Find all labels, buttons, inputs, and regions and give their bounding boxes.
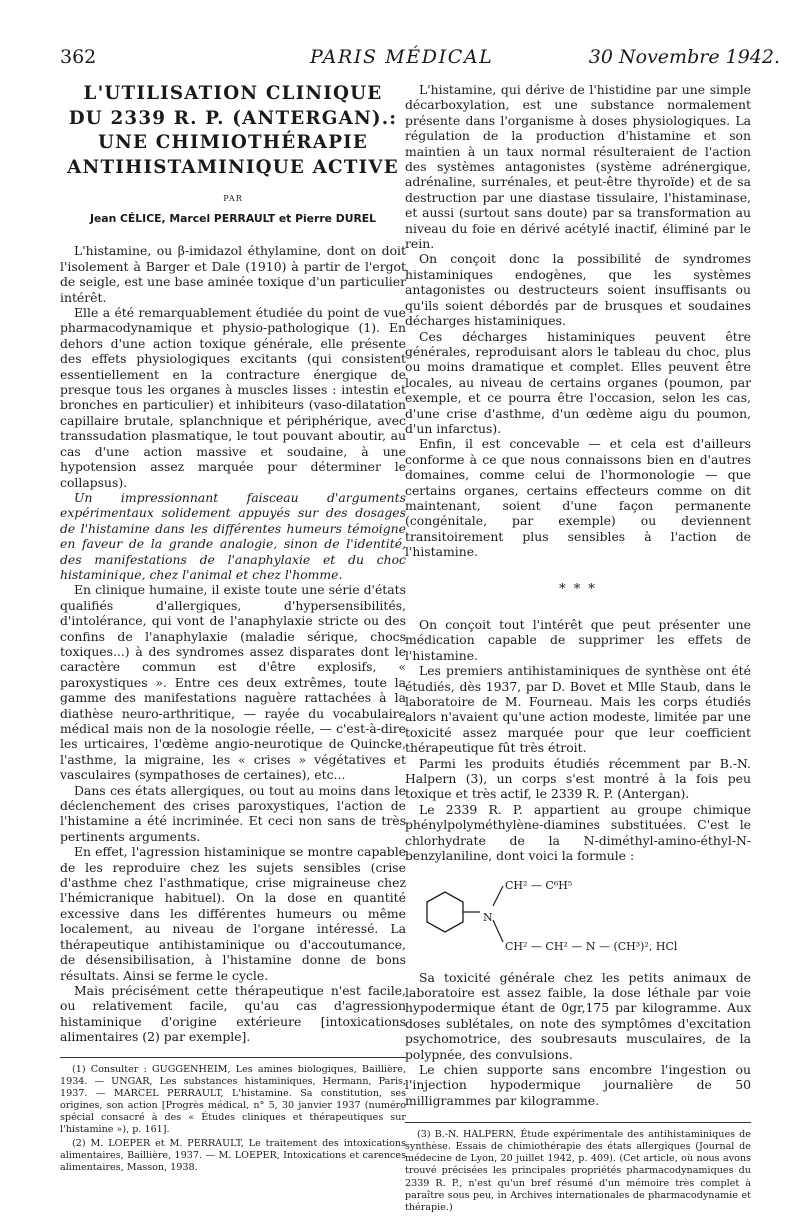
running-header (40, 44, 780, 72)
authors: Jean CÉLICE, Marcel PERRAULT et Pierre DUREL (89, 212, 377, 226)
body-paragraph: En effet, l'agression histaminique se montre capable de les reproduire chez les sujets sensibles (crise d'asthme chez l'asthmatique, crise migraineuse chez l'hémicranique habituel). On la dose en quantité excessive dans les différentes humeurs ou même localement, au niveau de l'organe intéressé. La thérapeutique antihistaminique ou d'accoutumance, de désensibilisation, à l'histamine donne de bons résultats. Ainsi se ferme le cycle. (60, 844, 406, 983)
journal-name: PARIS MÉDICAL (310, 46, 494, 68)
body-paragraph: Les premiers antihistaminiques de synthèse ont été étudiés, dès 1937, par D. Bovet et Mlle Staub, dans le laboratoire de M. Fourneau. Mais les corps étudiés alors n'avaient qu'une action modeste, limitée par une toxicité assez marquée pour que leur coefficient thérapeutique fût très étroit. (405, 663, 751, 756)
body-paragraph: On conçoit donc la possibilité de syndromes histaminiques endogènes, que les systèmes antagonistes ou destructeurs soient insuffisants ou qu'ils soient débordés par de brusques et soudaines décharges histaminiques. (405, 251, 751, 329)
body-paragraph: Parmi les produits étudiés récemment par B.-N. Halpern (3), un corps s'est montré à la fois peu toxique et très actif, le 2339 R. P. (Antergan). (405, 755, 751, 802)
footnote: (2) M. LOEPER et M. PERRAULT, Le traitement des intoxications alimentaires, Baillière, 1937. — M. LOEPER, Intoxications et carences alimentaires, Masson, 1938. (60, 1138, 406, 1174)
article-title-line: ANTIHISTAMINIQUE ACTIVE (67, 156, 399, 178)
body-paragraph: Le 2339 R. P. appartient au groupe chimique phénylpolyméthylène-diamines substituées. C'est le chlorhydrate de la N-diméthyl-amino-éthyl-N-benzylaniline, dont voici la formule : (405, 801, 751, 864)
section-break: * * * (559, 581, 597, 597)
body-paragraph: Enfin, il est concevable — et cela est d'ailleurs conforme à ce que nous connaissons bien en d'autres domaines, comme celui de l'hormonologie — que certains organes, certains effecteurs comme on dit maintenant, soient d'une façon permanente (congénitale, par exemple) ou deviennent transitoirement plus sensibles à l'action de l'histamine. (405, 436, 751, 560)
body-paragraph: En clinique humaine, il existe toute une série d'états qualifiés d'allergiques, d'hypersensibilités, d'intolérance, qui vont de l'anaphylaxie stricte ou des confins de l'anaphylaxie (maladie sérique, chocs toxiques...) à des syndromes assez disparates dont le caractère commun est d'être explosifs, « paroxystiques ». Entre ces deux extrêmes, toute la gamme des manifestations naguère rattachées à la diathèse neuro-arthritique, — rayée du vocabulaire médical mais non de la nosologie réelle, — c'est-à-dire les urticaires, l'œdème angio-neurotique de Quincke, l'asthme, la migraine, les « crises » végétatives et vasculaires (sympathoses de certaines), etc... (60, 582, 406, 783)
body-paragraph: Sa toxicité générale chez les petits animaux de laboratoire est assez faible, la dose léthale par voie hypodermique étant de 0gr,175 par kilogramme. Aux doses sublétales, on note des symptômes d'excitation psychomotrice, des soubresauts musculaires, de la polypnée, des convulsions. (405, 969, 751, 1062)
footnote-rule (405, 1122, 751, 1123)
issue-date: 30 Novembre 1942. (588, 46, 780, 68)
bond-line (493, 920, 503, 942)
right-column (405, 82, 751, 1216)
body-paragraph: L'histamine, qui dérive de l'histidine par une simple décarboxylation, est une substance normalement présente dans l'organisme à doses physiologiques. La régulation de la production d'histamine et son maintien à un taux normal résulteraient de l'action des systèmes antagonistes (système adrénergique, adrénaline, surrénales, et peut-être thyroïde) et de sa destruction par une diastase tissulaire, l'histaminase, et aussi (surtout sans doute) par sa transformation au niveau du foie en dérivé acétylé inactif, éliminé par le rein. (405, 82, 751, 252)
bond-line (493, 886, 503, 906)
benzene-ring (427, 892, 463, 932)
footnote: (3) B.-N. HALPERN, Étude expérimentale des antihistaminiques de synthèse. Essais de chimiothérapie des états allergiques (Journal de médecine de Lyon, 20 juillet 1942, p. 409). (Cet article, où nous avons trouvé précisées les principales propriétés pharmacodynamiques du 2339 R. P., n'est qu'un bref résumé d'un mémoire très complet à paraître sous peu, in Archives internationales de pharmacodynamie et thérapie.) (405, 1129, 751, 1213)
body-paragraph: Mais précisément cette thérapeutique n'est facile, ou relativement facile, qu'au cas d'agression histaminique d'origine extérieure [intoxications alimentaires (2) par exemple]. (60, 982, 406, 1045)
body-paragraph: Elle a été remarquablement étudiée du point de vue pharmacodynamique et physio-pathologique (1). En dehors d'une action toxique générale, elle présente des effets physiologiques excitants (qui consistent essentiellement en la contracture énergique de presque tous les organes à muscles lisses : intestin et bronches en particulier) et inhibiteurs (vaso-dilatation capillaire brutale, splanchnique et périphérique, avec transsudation plasmatique, le tout pouvant aboutir, au cas d'une action massive et soudaine, à une hypotension assez marquée pour déterminer le collapsus). (60, 305, 406, 490)
article-title-line: DU 2339 R. P. (ANTERGAN).: (68, 107, 398, 129)
body-paragraph: Dans ces états allergiques, ou tout au moins dans le déclenchement des crises paroxystiques, l'action de l'histamine a été incriminée. Et ceci non sans de très pertinents arguments. (60, 782, 406, 844)
footnote-rule (60, 1057, 406, 1058)
formula-nitrogen: N (483, 910, 493, 924)
formula-bottom-branch: CH² — CH² — N — (CH³)², HCl (505, 939, 678, 953)
body-paragraph: L'histamine, ou β-imidazol éthylamine, dont on doit l'isolement à Barger et Dale (1910) à partir de l'ergot de seigle, est une base aminée toxique d'un particulier intérêt. (60, 243, 406, 305)
chemical-formula (405, 874, 751, 958)
left-column (60, 82, 406, 1176)
body-paragraph: On conçoit tout l'intérêt que peut présenter une médication capable de supprimer les effets de l'histamine. (405, 617, 751, 663)
body-paragraph: Le chien supporte sans encombre l'ingestion ou l'injection hypodermique journalière de 50 milligrammes par kilogramme. (405, 1061, 751, 1108)
body-paragraph: Ces décharges histaminiques peuvent être générales, reproduisant alors le tableau du choc, plus ou moins dramatique et complet. Elles peuvent être locales, au niveau de certains organes (poumon, par exemple, et ce pourra être l'occasion, selon les cas, d'une crise d'asthme, d'un œdème aigu du poumon, d'un infarctus). (405, 328, 751, 436)
body-paragraph-italic: Un impressionnant faisceau d'arguments expérimentaux solidement appuyés sur des dosages de l'histamine dans les différentes humeurs témoigne en faveur de la grande analogie, sinon de l'identité, des manifestations de l'anaphylaxie et du choc histaminique, chez l'animal et chez l'homme. (60, 489, 406, 582)
byline-par: PAR (223, 194, 243, 203)
article-title-line: L'UTILISATION CLINIQUE (83, 83, 383, 104)
footnote: (1) Consulter : GUGGENHEIM, Les amines biologiques, Baillière, 1934. — UNGAR, Les substances histaminiques, Hermann, Paris, 1937. — MARCEL PERRAULT, L'histamine. Sa constitution, ses origines, son action [Progrès médical, n° 5, 30 janvier 1937 (numéro spécial consacré à des « Études cliniques et thérapeutiques sur l'histamine »), p. 161]. (60, 1063, 406, 1135)
page-number: 362 (60, 46, 97, 68)
formula-top-branch: CH² — C⁶H⁵ (505, 878, 573, 892)
article-title-line: UNE CHIMIOTHÉRAPIE (97, 132, 369, 153)
